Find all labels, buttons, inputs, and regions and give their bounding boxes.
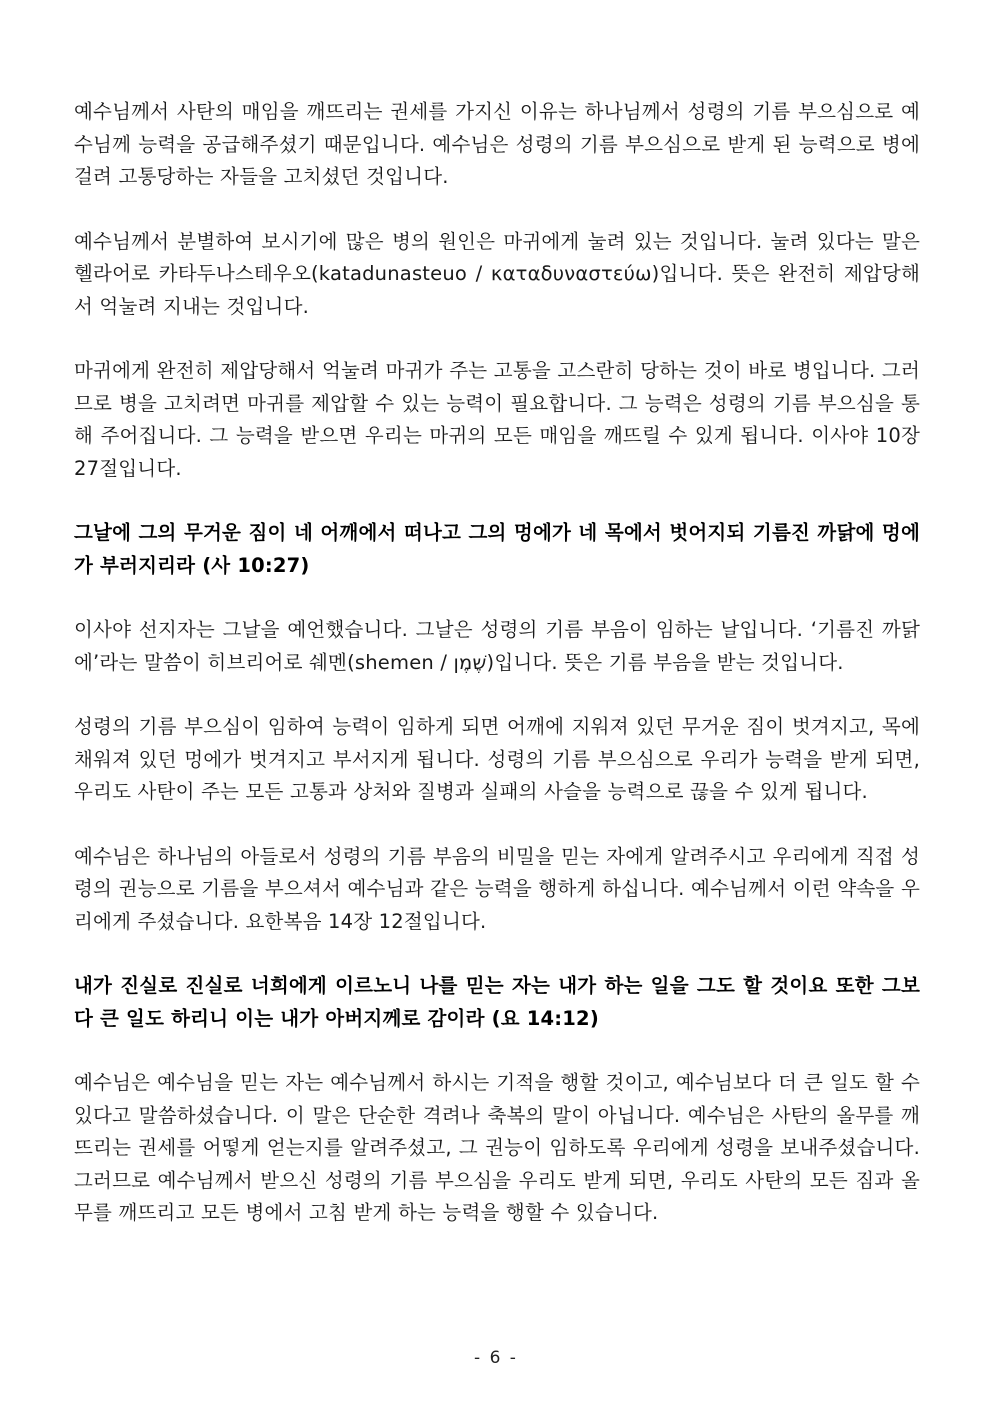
- paragraph-gap: [74, 582, 920, 614]
- scripture-isaiah-10-27: 그날에 그의 무거운 짐이 네 어깨에서 떠나고 그의 멍에가 네 목에서 벗어지되 기름진 까닭에 멍에가 부러지리라 (사 10:27): [74, 521, 920, 577]
- paragraph-jesus-promise: 예수님은 하나님의 아들로서 성령의 기름 부음의 비밀을 믿는 자에게 알려주시고 우리에게 직접 성령의 권능으로 기름을 부으셔서 예수님과 같은 능력을 행하게 하십니다. 예수님께서 이런 약속을 우리에게 주셨습니다. 요한복음 14장 12절입니다.: [74, 844, 920, 933]
- paragraph-gap: [74, 679, 920, 711]
- paragraph-gap: [74, 194, 920, 226]
- paragraph-gap: [74, 485, 920, 517]
- paragraph-yoke-broken: 성령의 기름 부으심이 임하여 능력이 임하게 되면 어깨에 지워져 있던 무거운 짐이 벗겨지고, 목에 채워져 있던 멍에가 벗겨지고 부서지게 됩니다. 성령의 기름 부으심으로 우리가 능력을 받게 되면, 우리도 사탄이 주는 모든 고통과 상처와 질병과 실패의 사슬을 능력으로 끊을 수 있게 됩니다.: [74, 715, 920, 803]
- paragraph-isaiah-prophecy: 이사야 선지자는 그날을 예언했습니다. 그날은 성령의 기름 부음이 임하는 날입니다. ‘기름진 까닭에’라는 말씀이 히브리어로 쉐멘(shemen / שֶׁמֶן)입니다. 뜻은 기름 부음을 받는 것입니다.: [74, 618, 920, 674]
- paragraph-power-to-overcome: 마귀에게 완전히 제압당해서 억눌려 마귀가 주는 고통을 고스란히 당하는 것이 바로 병입니다. 그러므로 병을 고치려면 마귀를 제압할 수 있는 능력이 필요합니다. 그 능력은 성령의 기름 부으심을 통해 주어집니다. 그 능력을 받으면 우리는 마귀의 모든 매임을 깨뜨릴 수 있게 됩니다. 이사야 10장 27절입니다.: [74, 359, 920, 480]
- paragraph-greater-works: 예수님은 예수님을 믿는 자는 예수님께서 하시는 기적을 행할 것이고, 예수님보다 더 큰 일도 할 수 있다고 말씀하셨습니다. 이 말은 단순한 격려나 축복의 말이 아닙니다. 예수님은 사탄의 올무를 깨뜨리는 권세를 어떻게 얻는지를 알려주셨고, 그 권능이 임하도록 우리에게 성령을 보내주셨습니다. 그러므로 예수님께서 받으신 성령의 기름 부으심을 우리도 받게 되면, 우리도 사탄의 모든 짐과 올무를 깨뜨리고 모든 병에서 고침 받게 하는 능력을 행할 수 있습니다.: [74, 1071, 920, 1224]
- page-number: - 6 -: [474, 1348, 518, 1368]
- paragraph-oppressed-by-devil: 예수님께서 분별하여 보시기에 많은 병의 원인은 마귀에게 눌려 있는 것입니다. 눌려 있다는 말은 헬라어로 카타두나스테우오(katadunasteuo / καταδυναστεύω)입니다. 뜻은 완전히 제압당해서 억눌려 지내는 것입니다.: [74, 229, 920, 318]
- paragraph-gap: [74, 938, 920, 970]
- scripture-john-14-12: 내가 진실로 진실로 너희에게 이르노니 나를 믿는 자는 내가 하는 일을 그도 할 것이요 또한 그보다 큰 일도 하리니 이는 내가 아버지께로 감이라 (요 14:12): [74, 974, 920, 1030]
- paragraph-gap: [74, 809, 920, 841]
- paragraph-anointing-power: 예수님께서 사탄의 매임을 깨뜨리는 권세를 가지신 이유는 하나님께서 성령의 기름 부으심으로 예수님께 능력을 공급해주셨기 때문입니다. 예수님은 성령의 기름 부으심으로 받게 된 능력으로 병에 걸려 고통당하는 자들을 고치셨던 것입니다.: [74, 100, 920, 188]
- paragraph-gap: [74, 1035, 920, 1067]
- paragraph-gap: [74, 323, 920, 355]
- document-body: [74, 96, 920, 1230]
